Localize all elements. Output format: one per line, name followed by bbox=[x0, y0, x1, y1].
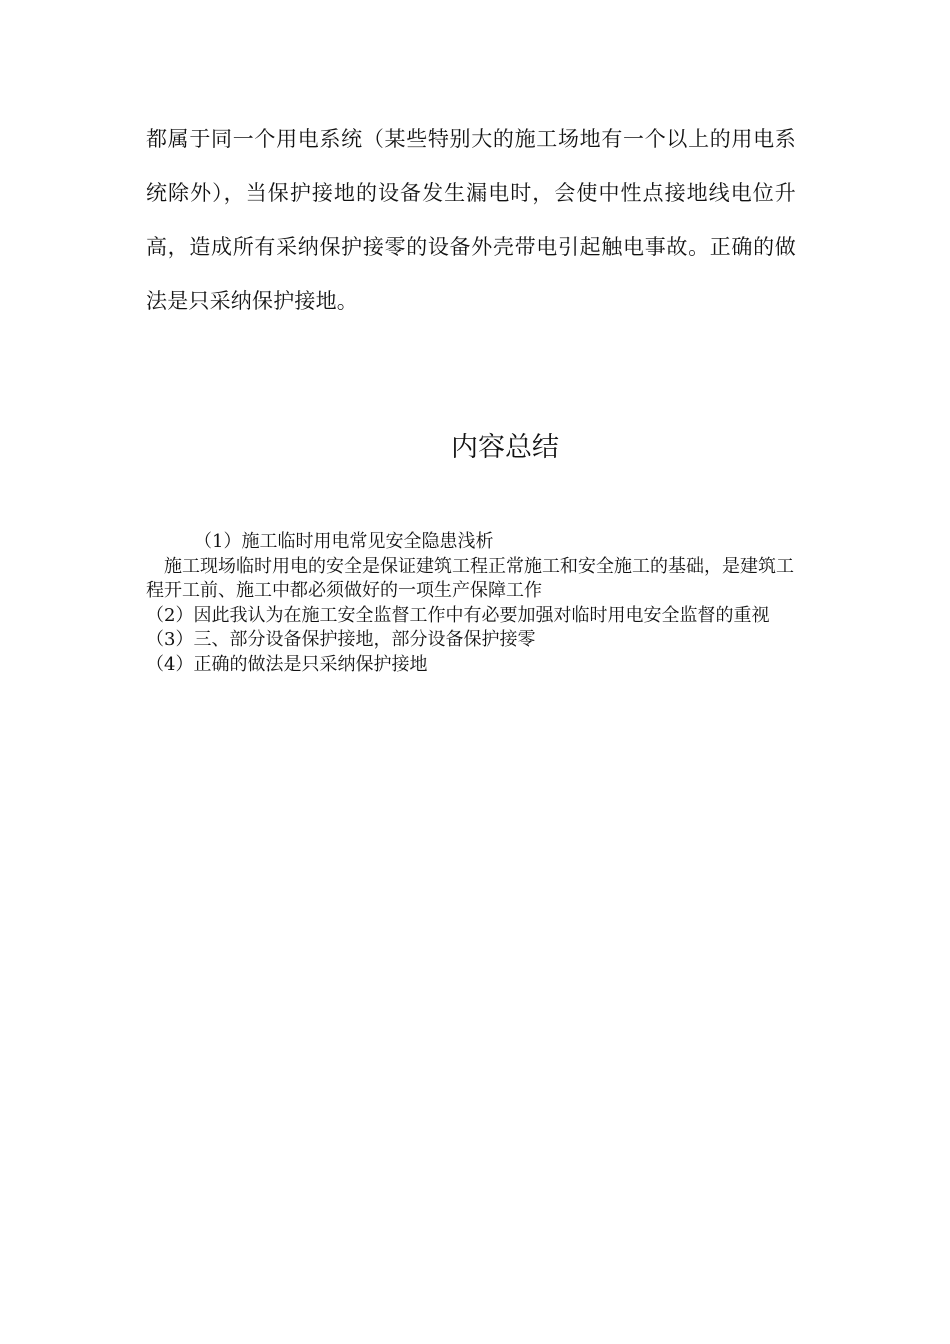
summary-line: （4）正确的做法是只采纳保护接地 bbox=[146, 653, 428, 675]
section-title: 内容总结 bbox=[451, 432, 559, 463]
summary-line: （2）因此我认为在施工安全监督工作中有必要加强对临时用电安全监督的重视 bbox=[146, 604, 770, 626]
body-paragraph: 都属于同一个用电系统（某些特别大的施工场地有一个以上的用电系统除外），当保护接地的设备发生漏电时，会使中性点接地线电位升高，造成所有采纳保护接零的设备外壳带电引起触电事故。正确的做法是只采纳保护接地。 bbox=[146, 127, 796, 313]
summary-list bbox=[146, 530, 804, 677]
summary-line: 施工现场临时用电的安全是保证建筑工程正常施工和安全施工的基础，是建筑工程开工前、施工中都必须做好的一项生产保障工作 bbox=[146, 555, 794, 601]
summary-line: （1）施工临时用电常见安全隐患浅析 bbox=[194, 531, 494, 552]
summary-line: （3）三、部分设备保护接地，部分设备保护接零 bbox=[146, 629, 536, 650]
